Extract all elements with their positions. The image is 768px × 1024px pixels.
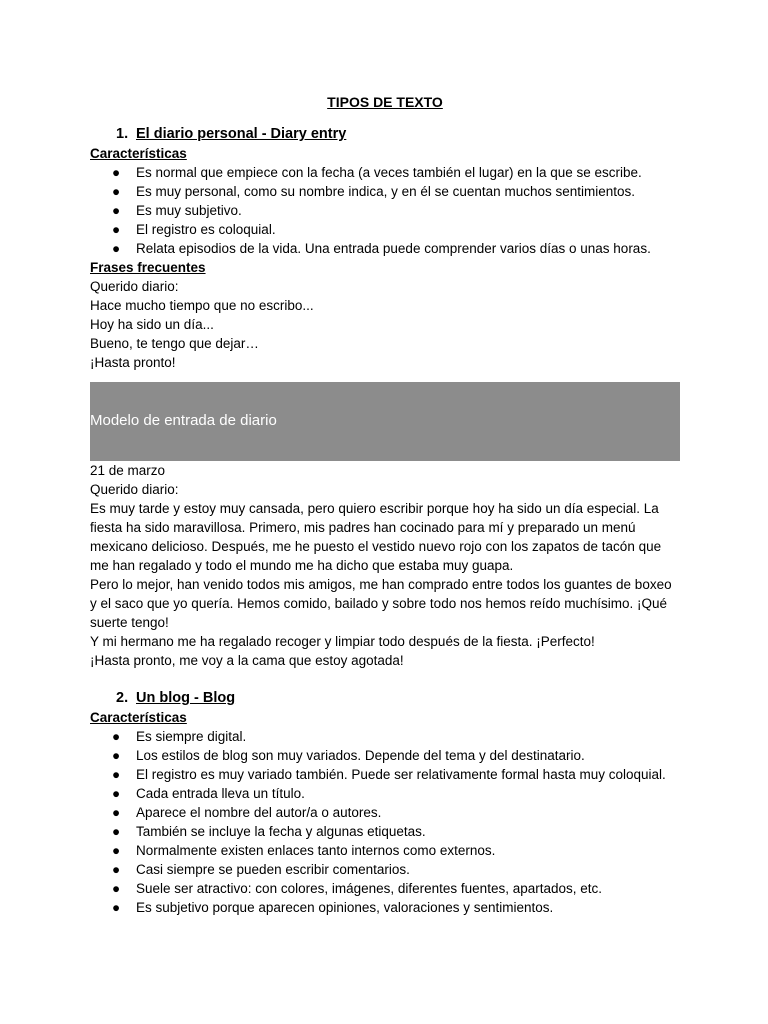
phrase-line: Querido diario: xyxy=(90,279,179,294)
bullet-icon: ● xyxy=(112,165,121,180)
bullet-icon: ● xyxy=(112,862,121,877)
list-item: ● Es siempre digital. xyxy=(112,729,247,744)
bullet-icon: ● xyxy=(112,184,121,199)
list-item: ● Es subjetivo porque aparecen opiniones, valoraciones y sentimientos. xyxy=(112,900,554,915)
bullet-icon: ● xyxy=(112,729,121,744)
list-item: ● Casi siempre se pueden escribir comentarios. xyxy=(112,862,410,877)
bullet-icon: ● xyxy=(112,824,121,839)
list-item: ● Es muy personal, como su nombre indica, y en él se cuentan muchos sentimientos. xyxy=(112,184,635,199)
section-2-characteristics-label: Características xyxy=(90,710,187,725)
diary-date: 21 de marzo xyxy=(90,463,166,478)
bullet-icon: ● xyxy=(112,222,121,237)
bullet-icon: ● xyxy=(112,203,121,218)
diary-paragraph: Y mi hermano me ha regalado recoger y limpiar todo después de la fiesta. ¡Perfecto! xyxy=(90,634,595,649)
diary-greeting: Querido diario: xyxy=(90,482,179,497)
bullet-icon: ● xyxy=(112,805,121,820)
diary-model-text xyxy=(90,461,680,670)
section-2-characteristics-list xyxy=(90,727,680,917)
list-item: ● Es muy subjetivo. xyxy=(112,203,242,218)
list-item: ● Aparece el nombre del autor/a o autores. xyxy=(112,805,382,820)
section-1-characteristics-list xyxy=(90,163,680,258)
list-item: ● Normalmente existen enlaces tanto internos como externos. xyxy=(112,843,496,858)
bullet-icon: ● xyxy=(112,786,121,801)
phrase-line: ¡Hasta pronto! xyxy=(90,355,176,370)
list-item: ● Cada entrada lleva un título. xyxy=(112,786,305,801)
model-banner xyxy=(90,382,680,461)
bullet-icon: ● xyxy=(112,241,121,256)
section-1-heading xyxy=(90,125,680,144)
model-banner-label: Modelo de entrada de diario xyxy=(90,412,277,429)
bullet-icon: ● xyxy=(112,843,121,858)
section-2-number: 2. xyxy=(116,690,129,706)
phrase-line: Bueno, te tengo que dejar… xyxy=(90,336,259,351)
section-2-title: Un blog - Blog xyxy=(136,690,236,706)
diary-closing: ¡Hasta pronto, me voy a la cama que estoy agotada! xyxy=(90,653,404,668)
list-item: ● El registro es muy variado también. Puede ser relativamente formal hasta muy coloquial. xyxy=(112,767,666,782)
section-1-number: 1. xyxy=(116,126,129,142)
section-spacer xyxy=(90,670,680,689)
list-item: ● El registro es coloquial. xyxy=(112,222,276,237)
phrase-line: Hace mucho tiempo que no escribo... xyxy=(90,298,314,313)
list-item: ● Es normal que empiece con la fecha (a veces también el lugar) en la que se escribe. xyxy=(112,165,642,180)
phrase-line: Hoy ha sido un día... xyxy=(90,317,214,332)
list-item: ● Los estilos de blog son muy variados. Depende del tema y del destinatario. xyxy=(112,748,585,763)
section-1-characteristics-label: Características xyxy=(90,146,187,161)
bullet-icon: ● xyxy=(112,767,121,782)
document-page xyxy=(90,90,680,917)
section-1-phrases-label: Frases frecuentes xyxy=(90,260,206,275)
section-1-title: El diario personal - Diary entry xyxy=(136,126,347,142)
bullet-icon: ● xyxy=(112,748,121,763)
bullet-icon: ● xyxy=(112,900,121,915)
list-item: ● Relata episodios de la vida. Una entrada puede comprender varios días o unas horas. xyxy=(112,241,651,256)
document-title: TIPOS DE TEXTO xyxy=(327,94,443,110)
diary-paragraph: Pero lo mejor, han venido todos mis amigos, me han comprado entre todos los guantes de boxeo y el saco que yo quería. Hemos comido, bailado y sobre todo nos hemos reído muchísimo. ¡Qué suerte tengo! xyxy=(90,577,672,630)
list-item: ● Suele ser atractivo: con colores, imágenes, diferentes fuentes, apartados, etc. xyxy=(112,881,603,896)
diary-paragraph: Es muy tarde y estoy muy cansada, pero quiero escribir porque hoy ha sido un día especial. La fiesta ha sido maravillosa. Primero, mis padres han cocinado para mí y preparado un menú mexicano delicioso. Después, me he puesto el vestido nuevo rojo con los zapatos de tacón que me han regalado y todo el mundo me ha dicho que estaba muy guapa. xyxy=(90,501,662,573)
section-2-heading xyxy=(90,689,680,708)
bullet-icon: ● xyxy=(112,881,121,896)
section-1-phrases xyxy=(90,277,680,372)
list-item: ● También se incluye la fecha y algunas etiquetas. xyxy=(112,824,426,839)
